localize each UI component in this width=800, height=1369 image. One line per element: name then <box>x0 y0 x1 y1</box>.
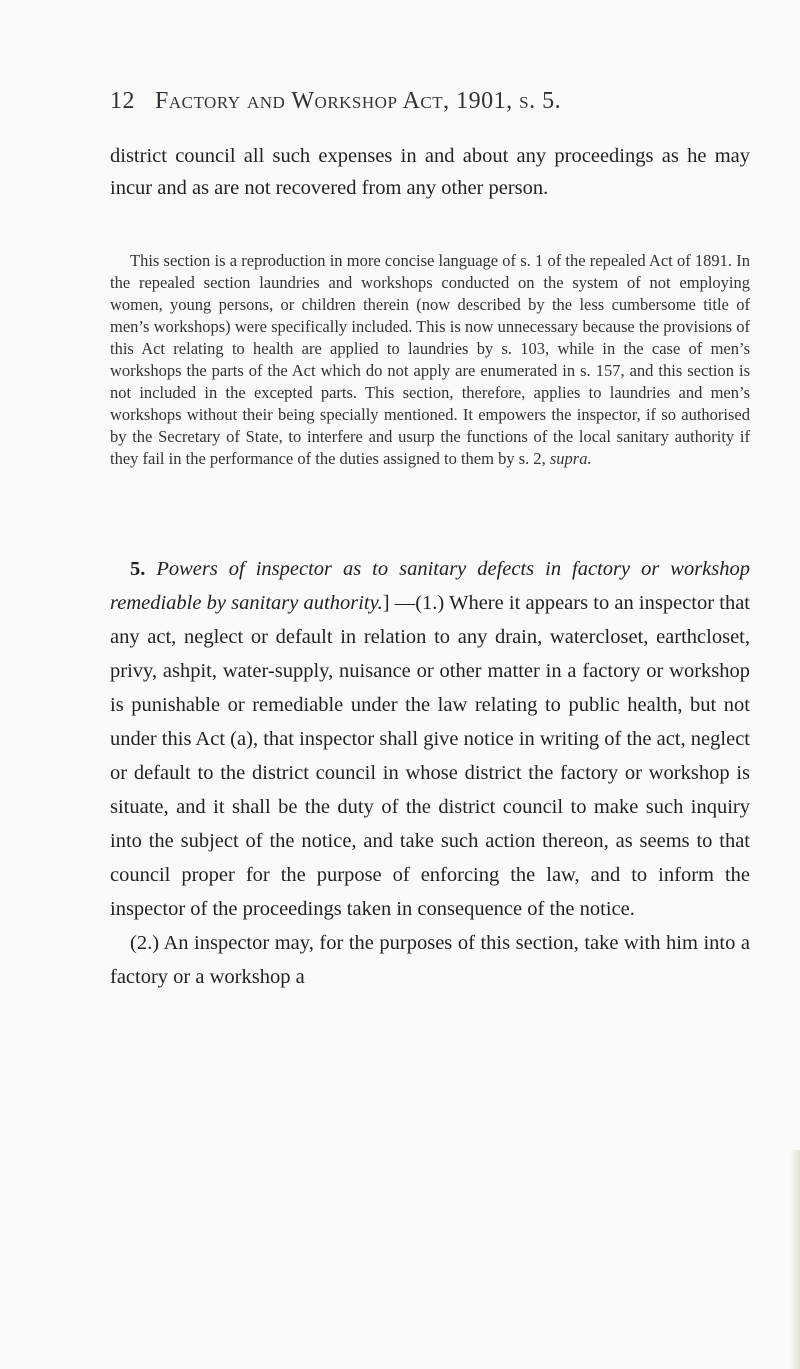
section-bracket: ] <box>382 592 390 614</box>
section-number: 5. <box>130 558 146 580</box>
subsection-1-text: Where it appears to an inspector that any act, neglect or default in relation to any drain, watercloset, earthcloset, privy, ashpit, water-supply, nuisance or other matter in a factory or workshop is punishable or remediable under the law relating to public health, but not under this Act <box>110 592 750 750</box>
subsection-2-number: (2.) <box>130 932 160 954</box>
commentary-block <box>110 250 750 470</box>
subsection-1-number: —(1.) <box>394 592 445 614</box>
running-head <box>110 88 750 115</box>
continuation-paragraph: district council all such expenses in and about any proceedings as he may incur and as are not recovered from any other person. <box>110 145 750 199</box>
commentary-note <box>110 250 750 470</box>
page-edge-shadow <box>790 1150 800 1369</box>
section-5-heading <box>110 552 750 926</box>
subsection-2-text: An inspector may, for the purposes of this section, take with him into a factory or a workshop a <box>110 932 750 988</box>
footnote-ref: (a) <box>230 728 253 750</box>
section-title: Powers of inspector as to sanitary defects in factory or workshop remediable by sanitary authority. <box>110 558 750 614</box>
continuation-block <box>110 140 750 204</box>
commentary-text: This section is a reproduction in more concise language of s. 1 of the repealed Act of 1891. In the repealed section laundries and workshops conducted on the system of not employing women, young persons, or children therein (now described by the less cumbersome title of men’s workshops) were specifically included. This is now unnecessary because the provisions of this Act relating to health are applied to laundries by s. 103, while in the case of men’s workshops the parts of the Act which do not apply are enumerated in s. 157, and this section is not included in the excepted parts. This section, therefore, applies to laundries and men’s workshops without their being specially mentioned. It empowers the inspector, if so authorised by the Secretary of State, to interfere and usurp the functions of the local sanitary authority if they fail in the performance of the duties assigned to them by s. 2, <box>110 251 750 468</box>
subsection-1-text-cont: , that inspector shall give notice in writing of the act, neglect or default to the district council in whose district the factory or workshop is situate, and it shall be the duty of the district council to make such inquiry into the subject of the notice, and take such action thereon, as seems to that council proper for the purpose of enforcing the law, and to inform the inspector of the proceedings taken in consequence of the notice. <box>110 728 750 920</box>
section-5-block <box>110 552 750 994</box>
commentary-italic: supra. <box>549 449 592 468</box>
running-title: Factory and Workshop Act, 1901, s. 5. <box>155 88 562 114</box>
subsection-2 <box>110 926 750 994</box>
page-number: 12 <box>110 88 135 114</box>
